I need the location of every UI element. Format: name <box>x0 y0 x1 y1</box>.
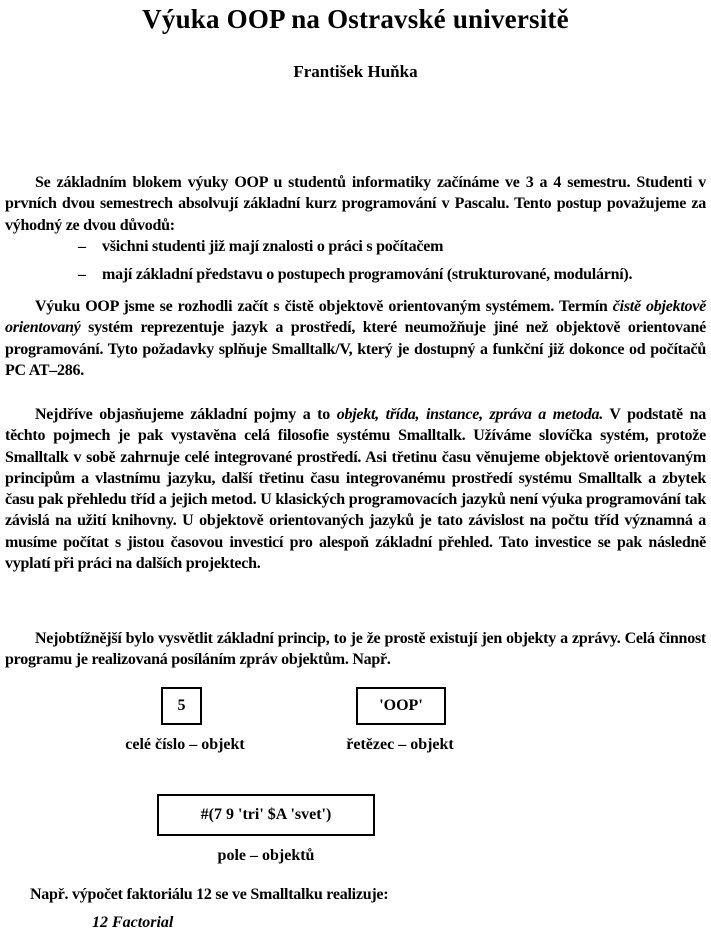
author-name: František Huňka <box>293 62 418 81</box>
array-object-box: #(7 9 'tri' $A 'svet') <box>157 794 375 836</box>
bullet-text: všichni studenti již mají znalosti o práci s počítačem <box>102 238 444 255</box>
bullet-item-1 <box>78 238 443 256</box>
paragraph-pure-oo: Výuku OOP jsme se rozhodli začít s čistě objektově orientovaným systémem. Termín čistě objektově orientovaný systém reprezentuje jazyk a prostředí, které neumožňuje jiné než objektově orientované programování. Tyto požadavky splňuje Smalltalk/V, který je dostupný a funkční již dokonce od počítačů PC AT–286. <box>5 298 707 379</box>
italic-terms: objekt, třída, instance, zpráva a metoda. <box>336 406 603 423</box>
paragraph-concepts: Nejdříve objasňujeme základní pojmy a to objekt, třída, instance, zpráva a metoda. V podstatě na těchto pojmech je pak vystavěna celá filosofie systému Smalltalk. Užíváme slovíčka systém, protože Smalltalk v sobě zahrnuje celé integrované prostředí. Asi třetinu času věnujeme objektově orientovaným principům a vlastnímu jazyku, další třetinu času integrovanému prostředí systému Smalltalk a zbytek času pak přehledu tříd a jejich metod. U klasických programovacích jazyků není výuka programování tak závislá na užití knihovny. U objektově orientovaných jazyků je tato závislost na počtu tříd významná a musíme počítat s jistou časovou investicí pro alespoň základní přehled. Tato investice se pak následně vyplatí při práci na dalších projektech. <box>5 406 706 573</box>
array-object-caption: pole – objektů <box>217 847 315 864</box>
paragraph-intro: Se základním blokem výuky OOP u studentů informatiky začínáme ve 3 a 4 semestru. Studenti v prvních dvou semestrech absolvují základní kurz programování v Pascalu. Tento postup považujeme za výhodný ze dvou důvodů: <box>5 174 706 234</box>
page-title: Výuka OOP na Ostravské universitě <box>142 4 569 34</box>
code-example: 12 Factorial <box>92 914 174 931</box>
bullet-dash-icon: – <box>78 266 86 283</box>
bullet-text: mají základní představu o postupech programování (strukturované, modulární). <box>102 266 633 283</box>
bullet-dash-icon: – <box>78 238 86 255</box>
string-object-box: 'OOP' <box>356 687 446 725</box>
italic-term: čistě objektově orientovaný <box>5 298 707 337</box>
paragraph-factorial: Např. výpočet faktoriálu 12 se ve Smalltalku realizuje: <box>30 886 389 903</box>
integer-object-box: 5 <box>161 687 202 725</box>
bullet-item-2 <box>78 266 632 284</box>
paragraph-principle: Nejobtížnější bylo vysvětlit základní princip, to je že prostě existují jen objekty a zprávy. Celá činnost programu je realizovaná posíláním zpráv objektům. Např. <box>5 630 706 669</box>
string-object-caption: řetězec – objekt <box>346 736 454 753</box>
integer-object-caption: celé číslo – objekt <box>125 736 245 753</box>
